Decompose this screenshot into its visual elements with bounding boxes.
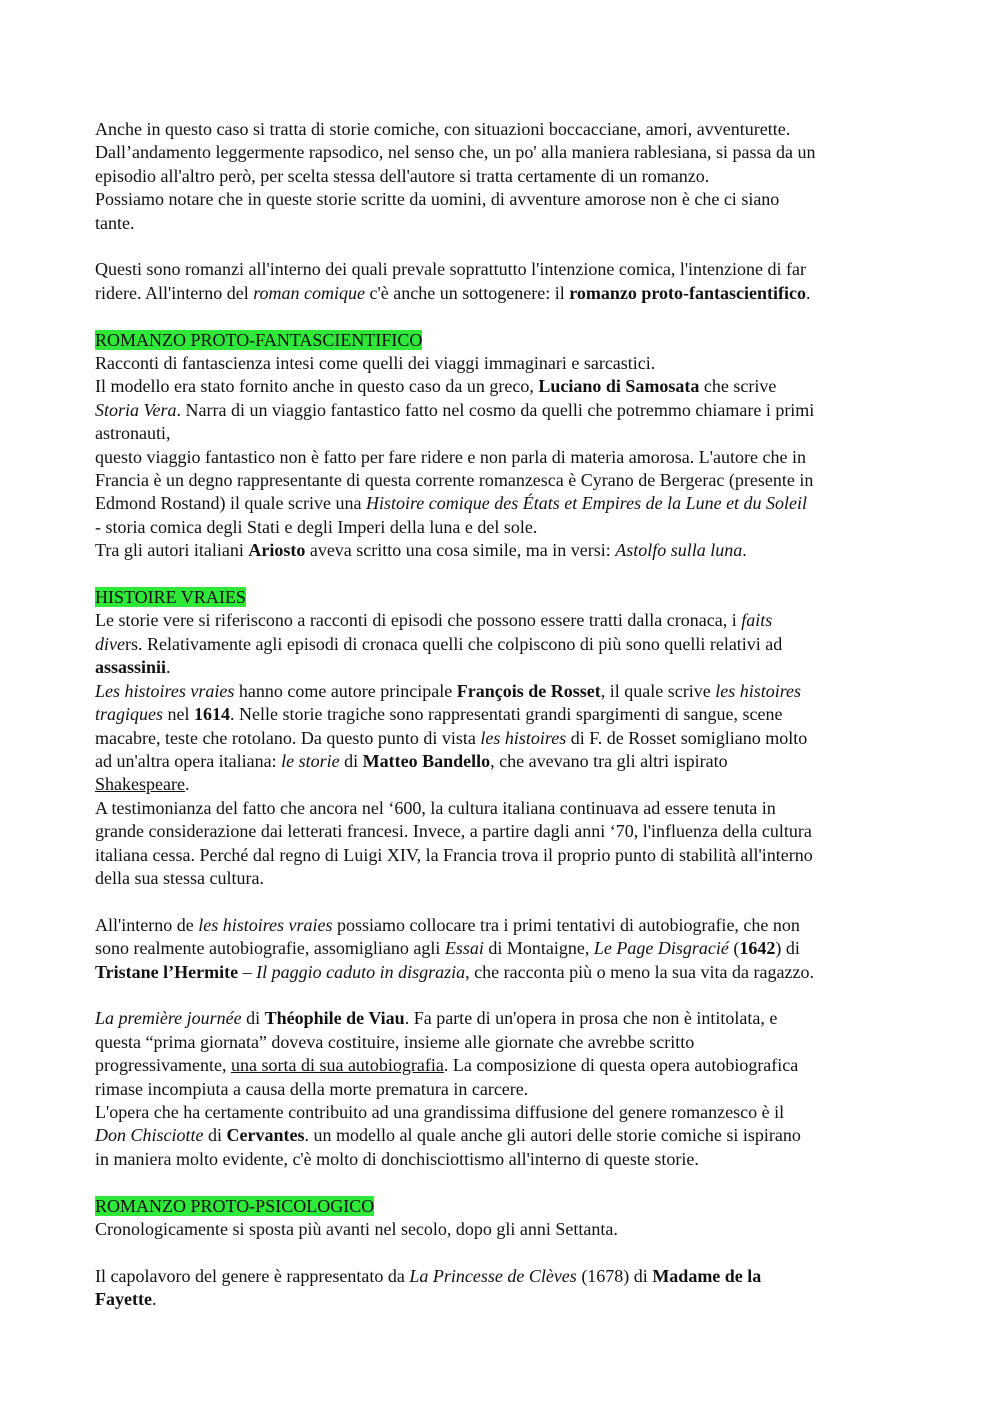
italic-term: Le Page Disgracié bbox=[593, 938, 729, 959]
text-line: Tristane l’Hermite – Il paggio caduto in disgrazia, che racconta più o meno la sua vita da ragazzo. bbox=[95, 961, 814, 982]
text-line: italiana cessa. Perché dal regno di Luigi XIV, la Francia trova il proprio punto di stabilità all'interno bbox=[95, 844, 813, 865]
paragraph-gap bbox=[95, 305, 915, 328]
text-line: Storia Vera. Narra di un viaggio fantastico fatto nel cosmo da quelli che potremmo chiamare i primi bbox=[95, 399, 815, 420]
bold-term: 1642 bbox=[739, 938, 776, 959]
italic-term: tragiques bbox=[95, 704, 164, 725]
italic-term: Don Chisciotte bbox=[95, 1125, 204, 1146]
italic-term: faits bbox=[741, 610, 773, 631]
italic-term: roman comique bbox=[253, 282, 366, 303]
text-line: rimase incompiuta a causa della morte prematura in carcere. bbox=[95, 1078, 529, 1099]
italic-term: Astolfo sulla luna bbox=[615, 540, 743, 561]
text-line: Dall’andamento leggermente rapsodico, nel senso che, un po' alla maniera rablesiana, si passa da un bbox=[95, 142, 816, 163]
section-heading-proto-fantascientifico bbox=[95, 329, 915, 352]
text-line: All'interno de les histoires vraies possiamo collocare tra i primi tentativi di autobiografie, che non bbox=[95, 914, 800, 935]
paragraph-autobiografie bbox=[95, 914, 915, 984]
italic-term: Il paggio caduto in disgrazia bbox=[256, 961, 466, 982]
italic-term: dive bbox=[95, 633, 125, 654]
italic-term: Storia Vera bbox=[95, 399, 177, 420]
text-line: tante. bbox=[95, 212, 135, 233]
text-line: ridere. All'interno del roman comique c'è anche un sottogenere: il romanzo proto-fantascientifico. bbox=[95, 282, 811, 303]
text-line: Shakespeare. bbox=[95, 774, 190, 795]
text-line: - storia comica degli Stati e degli Imperi della luna e del sole. bbox=[95, 516, 538, 537]
paragraph-comic-stories bbox=[95, 118, 915, 235]
underlined-term: una sorta di sua autobiografia bbox=[230, 1055, 444, 1076]
italic-term: Histoire comique des États et Empires de la Lune et du Soleil bbox=[365, 493, 808, 514]
text-line: L'opera che ha certamente contribuito ad una grandissima diffusione del genere romanzesco è il bbox=[95, 1101, 785, 1122]
text-line: Don Chisciotte di Cervantes. un modello al quale anche gli autori delle storie comiche si ispirano bbox=[95, 1125, 801, 1146]
bold-term: Ariosto bbox=[248, 540, 306, 561]
text-line: astronauti, bbox=[95, 423, 171, 444]
section-heading-proto-psicologico bbox=[95, 1195, 915, 1218]
text-line: Anche in questo caso si tratta di storie comiche, con situazioni boccacciane, amori, avventurette. bbox=[95, 119, 791, 139]
italic-term: Essai bbox=[444, 938, 484, 959]
paragraph-gap bbox=[95, 1241, 915, 1264]
paragraph-histoire-vraies bbox=[95, 609, 915, 890]
underlined-term: Shakespeare bbox=[95, 774, 185, 795]
text-line: progressivamente, una sorta di sua autobiografia. La composizione di questa opera autobiografica bbox=[95, 1055, 799, 1076]
italic-term: La première journée bbox=[95, 1008, 242, 1029]
bold-term: 1614 bbox=[194, 704, 231, 725]
bold-term: assassinii bbox=[95, 657, 167, 678]
text-line: La première journée di Théophile de Viau. Fa parte di un'opera in prosa che non è intitolata, e bbox=[95, 1008, 778, 1029]
text-line: Edmond Rostand) il quale scrive una Histoire comique des États et Empires de la Lune et du Soleil bbox=[95, 493, 808, 514]
text-line: questo viaggio fantastico non è fatto per fare ridere e non parla di materia amorosa. L'autore che in bbox=[95, 446, 806, 467]
italic-term: le storie bbox=[281, 750, 340, 771]
bold-term: Fayette bbox=[95, 1289, 152, 1310]
paragraph-gap bbox=[95, 984, 915, 1007]
paragraph-proto-fantascientifico bbox=[95, 352, 915, 563]
bold-term: Madame de la bbox=[652, 1265, 762, 1286]
text-line: Cronologicamente si sposta più avanti nel secolo, dopo gli anni Settanta. bbox=[95, 1219, 618, 1239]
text-line: Fayette. bbox=[95, 1289, 157, 1310]
text-line: Francia è un degno rappresentante di questa corrente romanzesca è Cyrano de Bergerac (presente in bbox=[95, 470, 814, 491]
text-line: Il capolavoro del genere è rappresentato da La Princesse de Clèves (1678) di Madame de la bbox=[95, 1265, 762, 1286]
italic-term: Les histoires vraies bbox=[95, 680, 235, 701]
bold-term: Matteo Bandello bbox=[362, 750, 491, 771]
text-line: Tra gli autori italiani Ariosto aveva scritto una cosa simile, ma in versi: Astolfo sulla luna. bbox=[95, 540, 747, 561]
text-line: sono realmente autobiografie, assomigliano agli Essai di Montaigne, Le Page Disgracié (1642) di bbox=[95, 938, 800, 959]
highlighted-heading: ROMANZO PROTO-FANTASCIENTIFICO bbox=[95, 329, 423, 350]
bold-term: Théophile de Viau bbox=[264, 1008, 405, 1029]
text-line: Questi sono romanzi all'interno dei quali prevale soprattutto l'intenzione comica, l'intenzione di far bbox=[95, 259, 807, 280]
bold-term: Luciano di Samosata bbox=[538, 376, 700, 397]
paragraph-gap bbox=[95, 235, 915, 258]
paragraph-proto-psicologico bbox=[95, 1218, 915, 1241]
text-line: Les histoires vraies hanno come autore principale François de Rosset, il quale scrive les histoires bbox=[95, 680, 802, 701]
paragraph-roman-comique bbox=[95, 258, 915, 305]
paragraph-gap bbox=[95, 1171, 915, 1194]
highlighted-heading: HISTOIRE VRAIES bbox=[95, 587, 246, 608]
document-page bbox=[95, 118, 915, 1312]
paragraph-gap bbox=[95, 890, 915, 913]
italic-term: les histoires bbox=[480, 727, 567, 748]
bold-term: François de Rosset bbox=[456, 680, 601, 701]
bold-term: Tristane l’Hermite bbox=[95, 961, 239, 982]
bold-term: romanzo proto-fantascientifico bbox=[569, 282, 806, 303]
text-line: A testimonianza del fatto che ancora nel ‘600, la cultura italiana continuava ad essere tenuta in bbox=[95, 797, 776, 818]
text-line: macabre, teste che rotolano. Da questo punto di vista les histoires di F. de Rosset somigliano molto bbox=[95, 727, 808, 748]
text-line: ad un'altra opera italiana: le storie di Matteo Bandello, che avevano tra gli altri ispirato bbox=[95, 750, 728, 771]
highlighted-heading: ROMANZO PROTO-PSICOLOGICO bbox=[95, 1195, 375, 1216]
text-line: Possiamo notare che in queste storie scritte da uomini, di avventure amorose non è che ci siano bbox=[95, 189, 780, 210]
italic-term: les histoires vraies bbox=[198, 914, 333, 935]
text-line: episodio all'altro però, per scelta stessa dell'autore si tratta certamente di un romanzo. bbox=[95, 165, 710, 186]
text-line: Le storie vere si riferiscono a racconti di episodi che possono essere tratti dalla cronaca, i faits bbox=[95, 610, 773, 631]
paragraph-gap bbox=[95, 563, 915, 586]
text-line: in maniera molto evidente, c'è molto di donchisciottismo all'interno di queste storie. bbox=[95, 1148, 699, 1169]
paragraph-premiere-journee bbox=[95, 1007, 915, 1171]
italic-term: les histoires bbox=[715, 680, 802, 701]
text-line: grande considerazione dai letterati francesi. Invece, a partire dagli anni ‘70, l'influenza della cultura bbox=[95, 821, 812, 842]
text-line: assassinii. bbox=[95, 657, 171, 678]
text-line: questa “prima giornata” doveva costituire, insieme alle giornate che avrebbe scritto bbox=[95, 1031, 695, 1052]
bold-term: Cervantes bbox=[226, 1125, 305, 1146]
text-line: della sua stessa cultura. bbox=[95, 867, 264, 888]
paragraph-princesse-de-cleves bbox=[95, 1265, 915, 1312]
text-line: Racconti di fantascienza intesi come quelli dei viaggi immaginari e sarcastici. bbox=[95, 353, 656, 374]
section-heading-histoire-vraies bbox=[95, 586, 915, 609]
italic-term: La Princesse de Clèves bbox=[409, 1265, 577, 1286]
text-line: tragiques nel 1614. Nelle storie tragiche sono rappresentati grandi spargimenti di sangue, scene bbox=[95, 704, 783, 725]
text-line: divers. Relativamente agli episodi di cronaca quelli che colpiscono di più sono quelli relativi ad bbox=[95, 633, 783, 654]
text-line: Il modello era stato fornito anche in questo caso da un greco, Luciano di Samosata che scrive bbox=[95, 376, 777, 397]
